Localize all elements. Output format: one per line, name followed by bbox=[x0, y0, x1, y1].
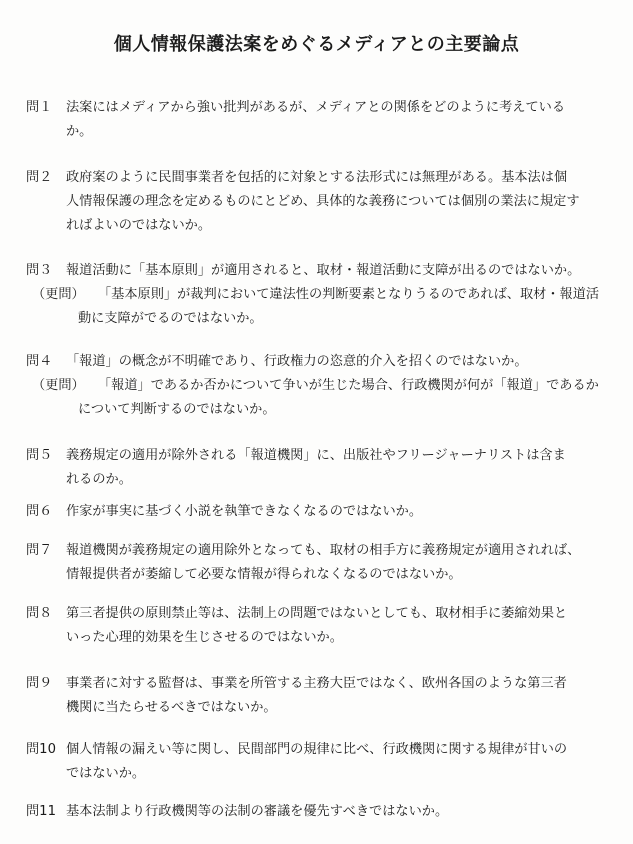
question-number: 問５ bbox=[26, 448, 53, 463]
question-number: 問２ bbox=[26, 170, 53, 185]
question-text-line: 政府案のように民間事業者を包括的に対象とする法形式には無理がある。基本法は個 bbox=[66, 170, 568, 185]
follow-up-text-line: について判断するのではないか。 bbox=[78, 402, 276, 417]
question-text-line: 義務規定の適用が除外される「報道機関」に、出版社やフリージャーナリストは含ま bbox=[66, 448, 566, 463]
question-text-line: 基本法制より行政機関等の法制の審議を優先すべきではないか。 bbox=[66, 804, 449, 819]
question-text-line: か。 bbox=[66, 124, 93, 139]
question-text-line: 作家が事実に基づく小説を執筆できなくなるのではないか。 bbox=[66, 504, 423, 519]
page-title: 個人情報保護法案をめぐるメディアとの主要論点 bbox=[113, 34, 520, 55]
question-3 bbox=[26, 259, 606, 331]
question-10 bbox=[26, 738, 606, 786]
follow-up-label: （更問） bbox=[32, 378, 85, 393]
question-text-line: 報道機関が義務規定の適用除外となっても、取材の相手方に義務規定が適用されれば、 bbox=[66, 543, 581, 558]
follow-up-text-line: 「報道」であるか否かについて争いが生じた場合、行政機関が何が「報道」であるか bbox=[98, 378, 599, 393]
question-text-line: 機関に当たらせるべきではないか。 bbox=[66, 700, 277, 715]
question-text-line: ればよいのではないか。 bbox=[66, 218, 212, 233]
question-9 bbox=[26, 672, 606, 720]
question-text-line: 個人情報の漏えい等に関し、民間部門の規律に比べ、行政機関に関する規律が甘いの bbox=[66, 742, 568, 757]
question-4 bbox=[26, 350, 606, 422]
question-number: 問８ bbox=[26, 606, 53, 621]
question-1 bbox=[26, 96, 606, 144]
question-number: 問10 bbox=[26, 742, 56, 757]
question-2 bbox=[26, 166, 606, 238]
question-text-line: 「報道」の概念が不明確であり、行政権力の恣意的介入を招くのではないか。 bbox=[66, 354, 528, 369]
question-text-line: れるのか。 bbox=[66, 472, 132, 487]
question-number: 問９ bbox=[26, 676, 53, 691]
question-text-line: 情報提供者が萎縮して必要な情報が得られなくなるのではないか。 bbox=[66, 567, 462, 582]
question-text-line: 人情報保護の理念を定めるものにとどめ、具体的な義務については個別の業法に規定す bbox=[66, 194, 580, 209]
question-text-line: 報道活動に「基本原則」が適用されると、取材・報道活動に支障が出るのではないか。 bbox=[66, 263, 581, 278]
question-number: 問１ bbox=[26, 100, 53, 115]
question-text-line: 第三者提供の原則禁止等は、法制上の問題ではないとしても、取材相手に萎縮効果と bbox=[66, 606, 568, 621]
question-text-line: いった心理的効果を生じさせるのではないか。 bbox=[66, 630, 343, 645]
question-7 bbox=[26, 539, 606, 587]
question-8 bbox=[26, 602, 606, 650]
follow-up-text-line: 「基本原則」が裁判において違法性の判断要素となりうるのであれば、取材・報道活 bbox=[98, 287, 600, 302]
question-text-line: 法案にはメディアから強い批判があるが、メディアとの関係をどのように考えている bbox=[66, 100, 566, 115]
question-text-line: ではないか。 bbox=[66, 766, 146, 781]
question-text-line: 事業者に対する監督は、事業を所管する主務大臣ではなく、欧州各国のような第三者 bbox=[66, 676, 567, 691]
question-5 bbox=[26, 444, 606, 492]
question-number: 問３ bbox=[26, 263, 53, 278]
question-number: 問７ bbox=[26, 543, 53, 558]
question-number: 問４ bbox=[26, 354, 53, 369]
question-11 bbox=[26, 800, 606, 824]
question-6 bbox=[26, 500, 606, 524]
follow-up-label: （更問） bbox=[32, 287, 85, 302]
question-number: 問11 bbox=[26, 804, 56, 819]
follow-up-text-line: 動に支障がでるのではないか。 bbox=[78, 311, 263, 326]
question-number: 問６ bbox=[26, 504, 53, 519]
